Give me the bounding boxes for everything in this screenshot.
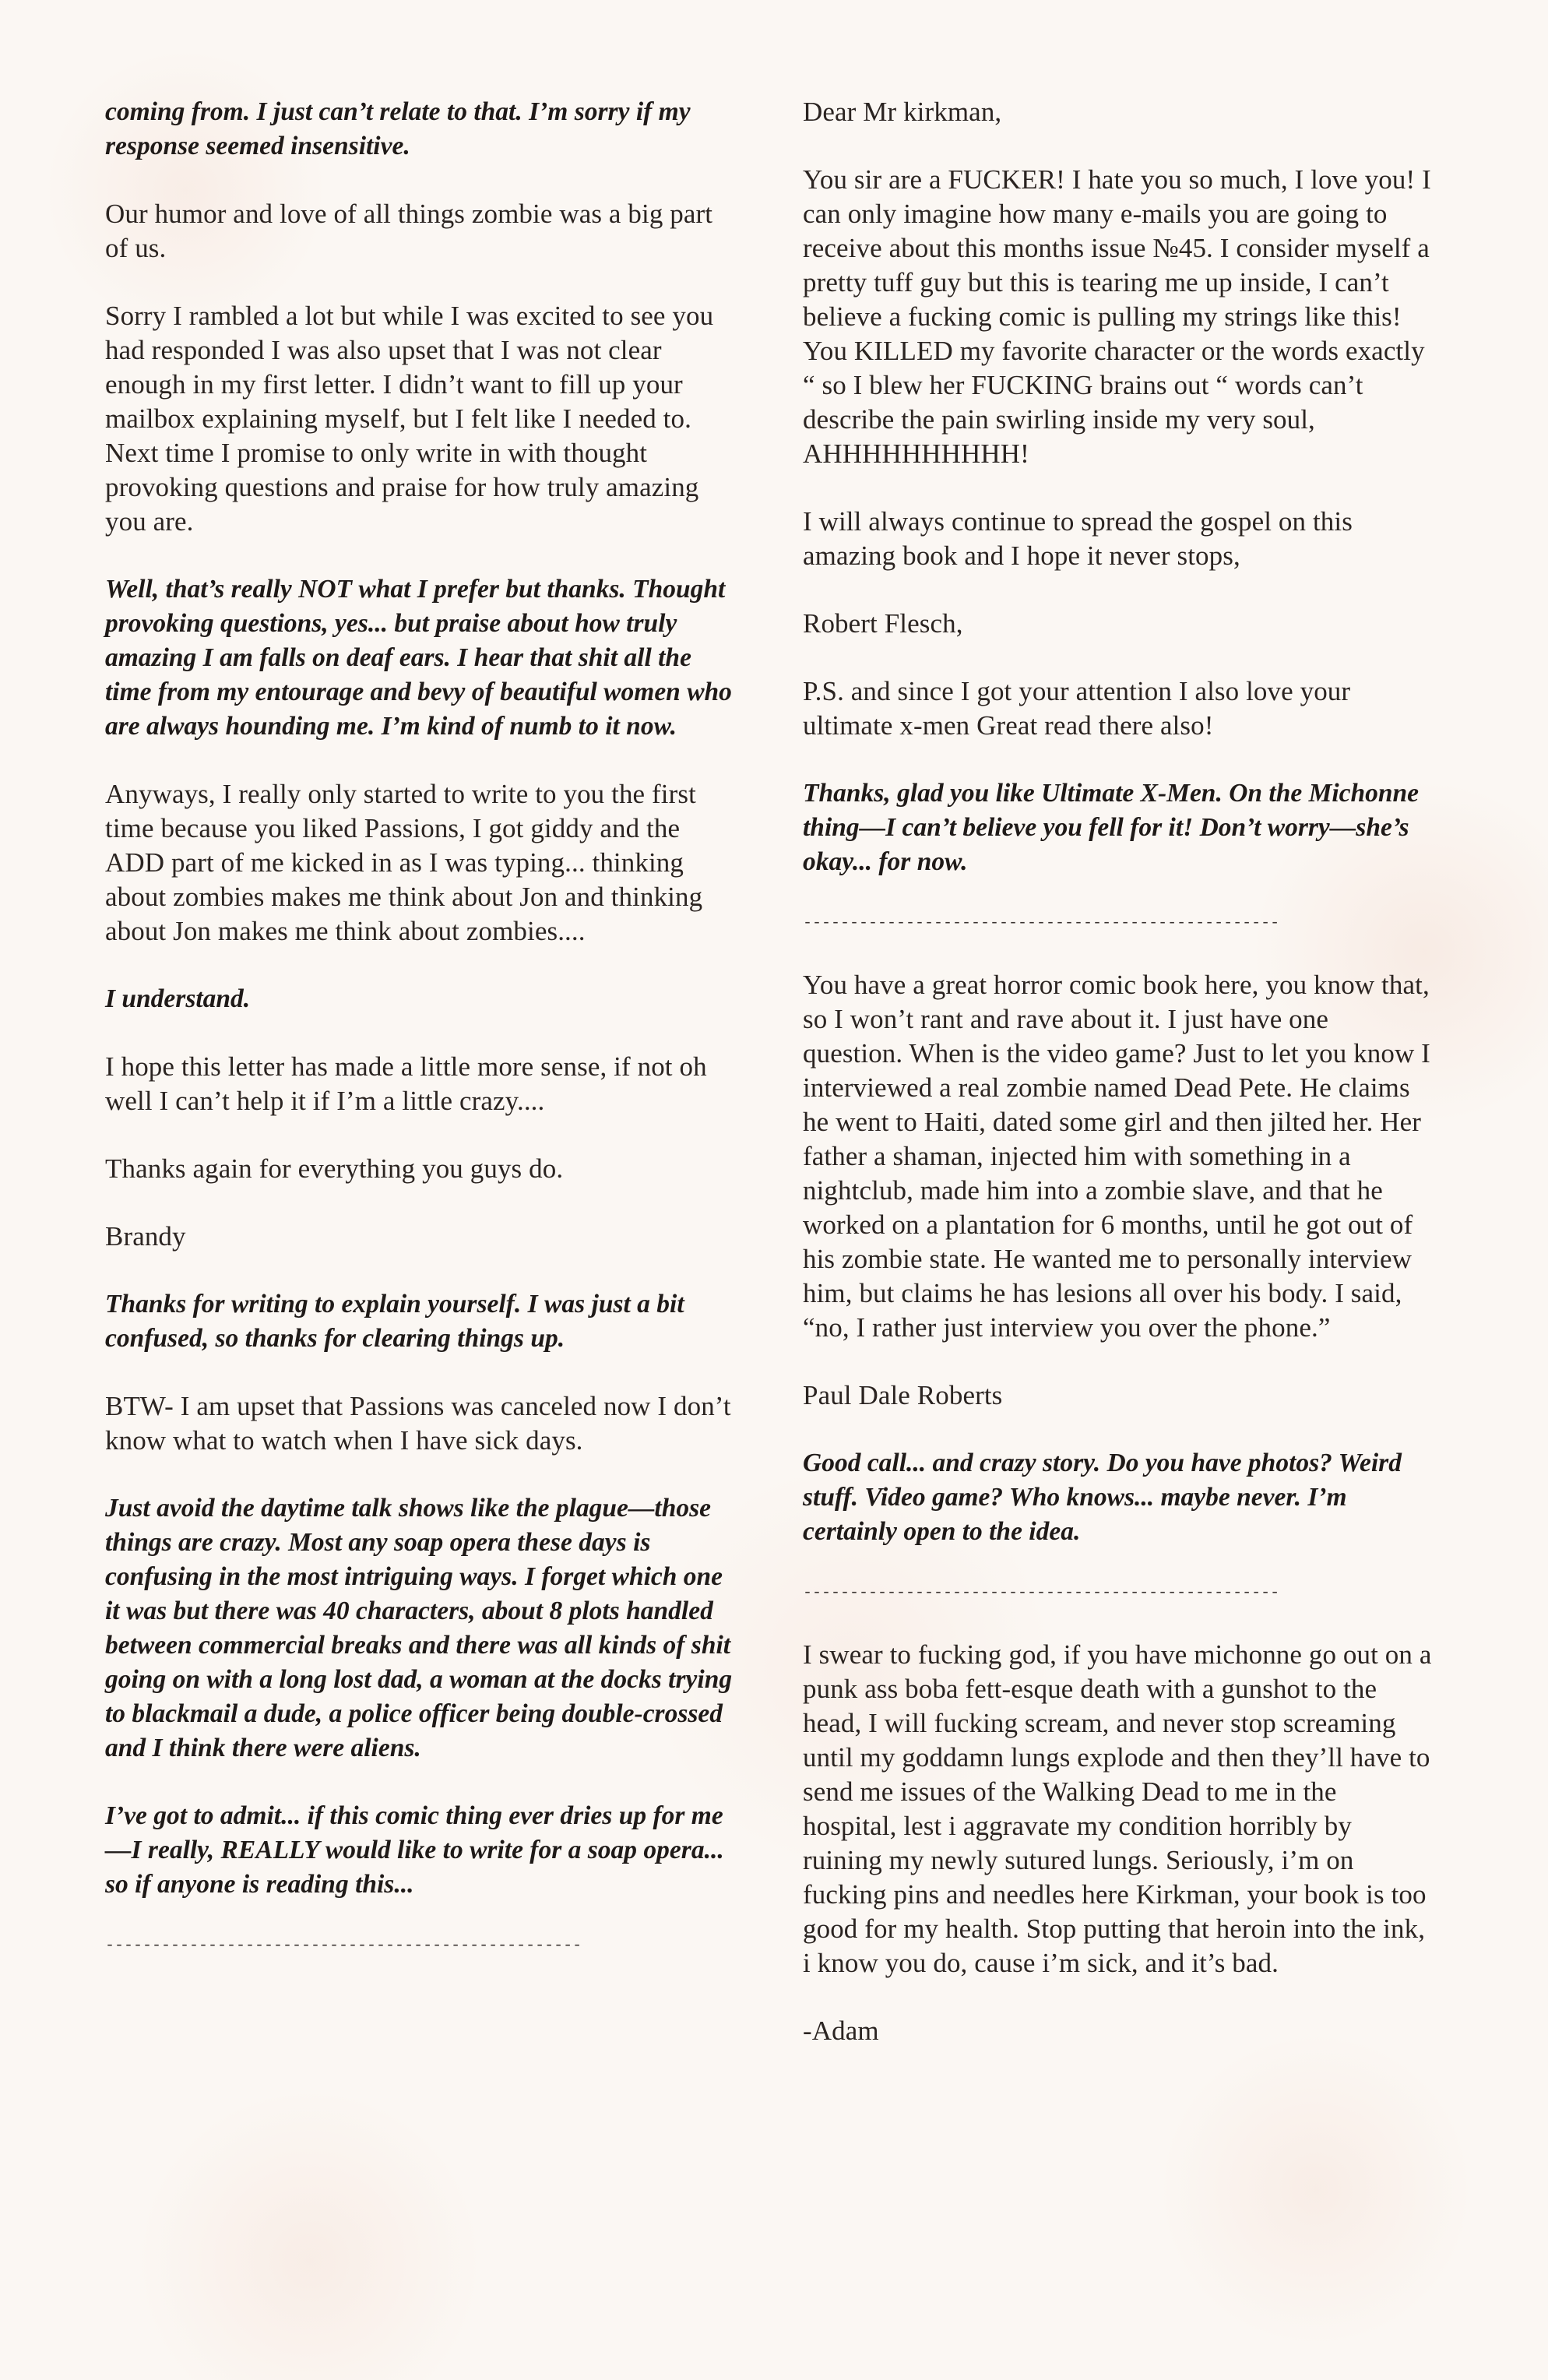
letter-paragraph: I swear to fucking god, if you have michonne go out on a punk ass boba fett-esque death with a gunshot to the head, I will fucking scream, and never stop screaming until my goddamn lungs explode and then they’ll have to send me issues of the Walking Dead to me in the hospital, lest i aggravate my condition horribly by ruining my newly sutured lungs. Seriously, i’m on fucking pins and needles here Kirkman, your book is too good for my health. Stop putting that heroin into the ink, i know you do, cause i’m sick, and it’s bad. bbox=[803, 1639, 1432, 1978]
letter-signature: -Adam bbox=[803, 2016, 879, 2046]
letter-paragraph: Thanks again for everything you guys do. bbox=[105, 1153, 564, 1184]
letter-paragraph: BTW- I am upset that Passions was canceled now I don’t know what to watch when I have sick days. bbox=[105, 1391, 731, 1456]
letter-separator: --------------------------------------------------- bbox=[803, 1584, 1280, 1602]
letter-postscript: P.S. and since I got your attention I also love your ultimate x-men Great read there also! bbox=[803, 676, 1351, 741]
letter-paragraph: I hope this letter has made a little more sense, if not oh well I can’t help it if I’m a little crazy.... bbox=[105, 1051, 707, 1116]
letter-signature: Robert Flesch, bbox=[803, 608, 963, 639]
letter-signature: Brandy bbox=[105, 1221, 186, 1252]
letter-paragraph: You sir are a FUCKER! I hate you so much, I love you! I can only imagine how many e-mails you are going to receive about this months issue №45. I consider myself a pretty tuff guy but this is tearing me up inside, I can’t believe a fucking comic is pulling my strings like this! You KILLED my favorite character or the words exactly “ so I blew her FUCKING brains out “ words can’t describe the pain swirling inside my very soul, AHHHHHHHHHH! bbox=[803, 164, 1431, 469]
letter-salutation: Dear Mr kirkman, bbox=[803, 97, 1002, 127]
letter-paragraph: I will always continue to spread the gospel on this amazing book and I hope it never stops, bbox=[803, 506, 1353, 571]
editor-reply: Just avoid the daytime talk shows like the plague—those things are crazy. Most any soap opera these days is confusing in the most intriguing ways. I forget which one it was but there was 40 characters, about 8 plots handled between commercial breaks and there was all kinds of shit going on with a long lost dad, a woman at the docks trying to blackmail a dude, a police officer being double-crossed and I think there were aliens. bbox=[105, 1494, 733, 1762]
letter-paragraph: Sorry I rambled a lot but while I was excited to see you had responded I was also upset that I was not clear enough in my first letter. I didn’t want to fill up your mailbox explaining myself, but I felt like I needed to. Next time I promise to only write in with thought provoking questions and praise for how truly amazing you are. bbox=[105, 301, 714, 537]
editor-reply: I understand. bbox=[105, 984, 251, 1013]
editor-reply: I’ve got to admit... if this comic thing ever dries up for me—I really, REALLY would like to write for a soap opera... so if anyone is reading this... bbox=[105, 1801, 724, 1899]
editor-reply: coming from. I just can’t relate to that. I’m sorry if my response seemed insensitive. bbox=[105, 97, 691, 160]
right-column bbox=[803, 95, 1434, 2082]
letter-separator: --------------------------------------------------- bbox=[105, 1937, 582, 1955]
editor-reply: Good call... and crazy story. Do you have photos? Weird stuff. Video game? Who knows... maybe never. I’m certainly open to the idea. bbox=[803, 1449, 1402, 1546]
letter-paragraph: Anyways, I really only started to write to you the first time because you liked Passions, I got giddy and the ADD part of me kicked in as I was typing... thinking about zombies makes me think about Jon and thinking about Jon makes me think about zombies.... bbox=[105, 779, 703, 946]
letter-separator: --------------------------------------------------- bbox=[803, 914, 1280, 932]
editor-reply: Thanks for writing to explain yourself. I was just a bit confused, so thanks for clearing things up. bbox=[105, 1290, 684, 1353]
letter-paragraph: Our humor and love of all things zombie was a big part of us. bbox=[105, 199, 713, 263]
left-column bbox=[105, 95, 736, 1991]
editor-reply: Thanks, glad you like Ultimate X-Men. On the Michonne thing—I can’t believe you fell for it! Don’t worry—she’s okay... for now. bbox=[803, 779, 1420, 876]
letter-paragraph: You have a great horror comic book here, you know that, so I won’t rant and rave about it. I just have one question. When is the video game? Just to let you know I interviewed a real zombie named Dead Pete. He claims he went to Haiti, dated some girl and then jilted her. Her father a shaman, injected him with something in a nightclub, made him into a zombie slave, and that he worked on a plantation for 6 months, until he got out of his zombie state. He wanted me to personally interview him, but claims he has lesions all over his body. I said, “no, I rather just interview you over the phone.” bbox=[803, 970, 1430, 1343]
editor-reply: Well, that’s really NOT what I prefer but thanks. Thought provoking questions, yes... but praise about how truly amazing I am falls on deaf ears. I hear that shit all the time from my entourage and bevy of beautiful women who are always hounding me. I’m kind of numb to it now. bbox=[105, 575, 732, 741]
letter-signature: Paul Dale Roberts bbox=[803, 1380, 1003, 1410]
